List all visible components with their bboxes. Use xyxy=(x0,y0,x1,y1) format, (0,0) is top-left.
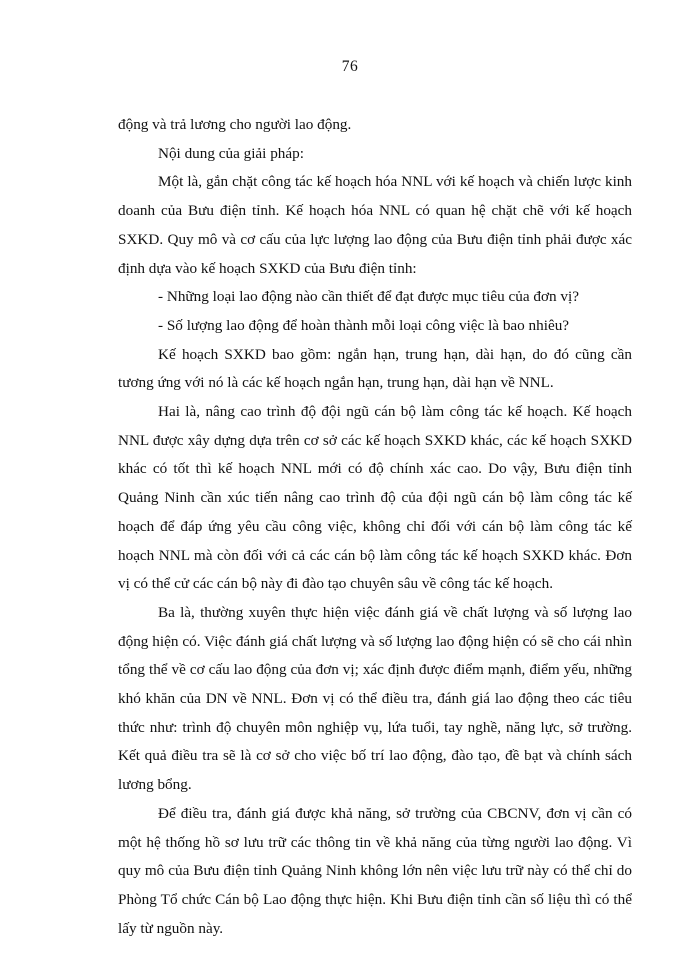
paragraph-records-system: Để điều tra, đánh giá được khả năng, sở trường của CBCNV, đơn vị cần có một hệ thống hồ sơ lưu trữ các thông tin về khả năng của từng người lao động. Vì quy mô của Bưu điện tỉnh Quảng Ninh không lớn nên việc lưu trữ này có thể chỉ do Phòng Tổ chức Cán bộ Lao động thực hiện. Khi Bưu điện tỉnh cần số liệu thì có thể lấy từ nguồn này. xyxy=(118,804,632,937)
paragraph-continuation: động và trả lương cho người lao động. xyxy=(118,116,352,133)
paragraph-solution-heading: Nội dung của giải pháp: xyxy=(158,144,304,162)
bullet-labor-quantity: - Số lượng lao động để hoàn thành mỗi loại công việc là bao nhiêu? xyxy=(158,316,570,334)
paragraph-point-three: Ba là, thường xuyên thực hiện việc đánh giá về chất lượng và số lượng lao động hiện có. Việc đánh giá chất lượng và số lượng lao động hiện có sẽ cho cái nhìn tổng thể về cơ cấu lao động của đơn vị; xác định được điểm mạnh, điểm yếu, những khó khăn của DN về NNL. Đơn vị có thể điều tra, đánh giá lao động theo các tiêu thức như: trình độ chuyên môn nghiệp vụ, lứa tuổi, tay nghề, năng lực, sở trường. Kết quả điều tra sẽ là cơ sở cho việc bố trí lao động, đào tạo, đề bạt và chính sách lương bổng. xyxy=(118,603,632,794)
paragraph-plan-terms: Kế hoạch SXKD bao gồm: ngắn hạn, trung hạn, dài hạn, do đó cũng cần tương ứng với nó là các kế hoạch ngắn hạn, trung hạn, dài hạn về NNL. xyxy=(118,345,632,392)
paragraph-point-one: Một là, gắn chặt công tác kế hoạch hóa NNL với kế hoạch và chiến lược kinh doanh của Bưu điện tỉnh. Kế hoạch hóa NNL có quan hệ chặt chẽ với kế hoạch SXKD. Quy mô và cơ cấu của lực lượng lao động của Bưu điện tỉnh phải được xác định dựa vào kế hoạch SXKD của Bưu điện tỉnh: xyxy=(118,173,632,277)
body-text xyxy=(118,111,632,943)
page-number: 76 xyxy=(341,58,359,75)
paragraph-point-two: Hai là, nâng cao trình độ đội ngũ cán bộ làm công tác kế hoạch. Kế hoạch NNL được xây dựng dựa trên cơ sở các kế hoạch SXKD khác, các kế hoạch SXKD khác có tốt thì kế hoạch NNL mới có độ chính xác cao. Do vậy, Bưu điện tỉnh Quảng Ninh cần xúc tiến nâng cao trình độ của đội ngũ cán bộ làm công tác kế hoạch để đáp ứng yêu cầu công việc, không chỉ đối với cán bộ làm công tác kế hoạch NNL mà còn đối với cả các cán bộ làm công tác kế hoạch SXKD khác. Đơn vị có thể cử các cán bộ này đi đào tạo chuyên sâu về công tác kế hoạch. xyxy=(118,403,632,593)
bullet-labor-types: - Những loại lao động nào cần thiết để đạt được mục tiêu của đơn vị? xyxy=(158,288,579,306)
